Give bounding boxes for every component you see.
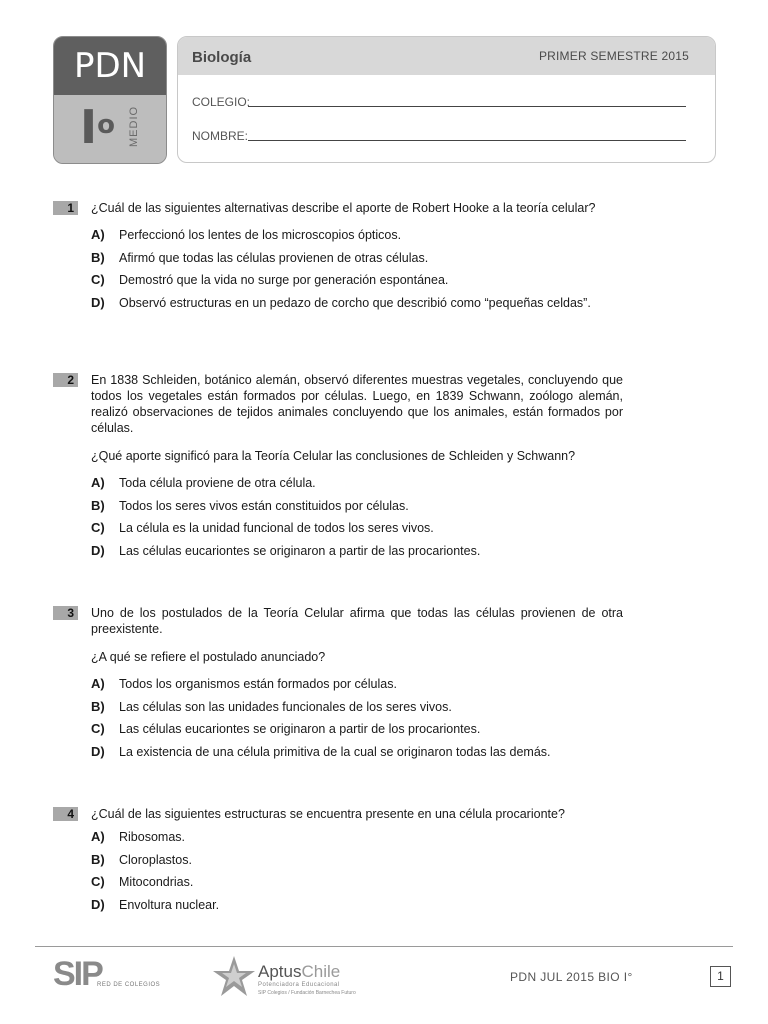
subject-title: Biología (192, 49, 252, 66)
subject-bar (178, 37, 715, 75)
colegio-label: COLEGIO: (192, 95, 251, 109)
option-a[interactable]: A) Toda célula proviene de otra célula. (91, 475, 316, 490)
sip-logo-word: SIP (53, 955, 102, 993)
question-prompt: ¿Qué aporte significó para la Teoría Celular las conclusiones de Schleiden y Schwann? (91, 449, 576, 463)
question-number: 3 (53, 606, 78, 620)
level-label: MEDIO (128, 105, 140, 147)
question-3 (53, 605, 623, 763)
options-list (91, 472, 623, 562)
option-b[interactable]: B) Las células son las unidades funcionales de los seres vivos. (91, 698, 452, 714)
aptus-subtagline: SIP Colegios / Fundación Barnechea Futuro (258, 990, 356, 996)
pdn-badge (53, 36, 167, 164)
pdn-label: PDN (54, 37, 166, 95)
question-1 (53, 200, 623, 314)
option-d[interactable]: D) Las células eucariontes se originaron a partir de las procariontes. (91, 542, 481, 558)
semester-label: PRIMER SEMESTRE 2015 (538, 49, 689, 63)
question-4 (53, 806, 623, 916)
option-d[interactable]: D) Observó estructuras en un pedazo de corcho que describió como “pequeñas celdas”. (91, 294, 591, 310)
grade-box (54, 95, 166, 163)
colegio-field[interactable] (192, 95, 250, 109)
option-c[interactable]: C) Las células eucariontes se originaron a partir de los procariontes. (91, 721, 481, 736)
question-prompt: ¿A qué se refiere el postulado anunciado? (91, 650, 326, 664)
sip-logo-tagline: RED DE COLEGIOS (97, 982, 161, 988)
option-b[interactable]: B) Todos los seres vivos están constituidos por células. (91, 497, 409, 513)
question-text: ¿Cuál de las siguientes alternativas describe el aporte de Robert Hooke a la teoría celular? (91, 201, 596, 215)
document-code: PDN JUL 2015 BIO I° (510, 970, 633, 984)
option-b[interactable]: B) Afirmó que todas las células provienen de otras células. (91, 249, 429, 265)
options-list (91, 673, 623, 763)
colegio-line (248, 106, 686, 107)
page-number: 1 (710, 966, 731, 987)
aptus-tagline: Potenciadora Educacional (258, 982, 340, 988)
nombre-label: NOMBRE: (192, 129, 249, 143)
question-number: 2 (53, 373, 78, 387)
option-c[interactable]: C) Demostró que la vida no surge por generación espontánea. (91, 272, 449, 287)
options-list (91, 224, 623, 314)
option-c[interactable]: C) Mitocondrias. (91, 874, 194, 889)
option-a[interactable]: A) Todos los organismos están formados por células. (91, 676, 397, 691)
grade-label: $I^o$ (80, 100, 115, 154)
option-d[interactable]: D) Envoltura nuclear. (91, 896, 220, 912)
nombre-field[interactable] (192, 129, 248, 143)
options-list (91, 826, 623, 916)
footer-divider (35, 946, 733, 947)
option-c[interactable]: C) La célula es la unidad funcional de todos los seres vivos. (91, 520, 434, 535)
option-a[interactable]: A) Perfeccionó los lentes de los microscopios ópticos. (91, 227, 402, 242)
question-text: Uno de los postulados de la Teoría Celular afirma que todas las células provienen de otra preexistente. (91, 606, 623, 636)
aptus-chile-wordmark: AptusChile (258, 962, 341, 981)
nombre-line (248, 140, 686, 141)
option-d[interactable]: D) La existencia de una célula primitiva de la cual se originaron todas las demás. (91, 743, 551, 759)
question-text: ¿Cuál de las siguientes estructuras se encuentra presente en una célula procarionte? (91, 807, 565, 821)
option-a[interactable]: A) Ribosomas. (91, 829, 185, 844)
student-info-box (177, 36, 716, 163)
sip-logo (53, 955, 161, 993)
option-b[interactable]: B) Cloroplastos. (91, 851, 192, 867)
question-text: En 1838 Schleiden, botánico alemán, observó diferentes muestras vegetales, concluyendo que todos los vegetales están formados por células. Luego, en 1839 Schwann, zoólogo alemán, realizó observaciones de tejidos animales concluyendo que los animales, están formados por células. (91, 373, 623, 435)
question-number: 4 (53, 807, 78, 821)
star-icon (212, 954, 256, 1000)
question-2 (53, 372, 623, 562)
question-number: 1 (53, 201, 78, 215)
